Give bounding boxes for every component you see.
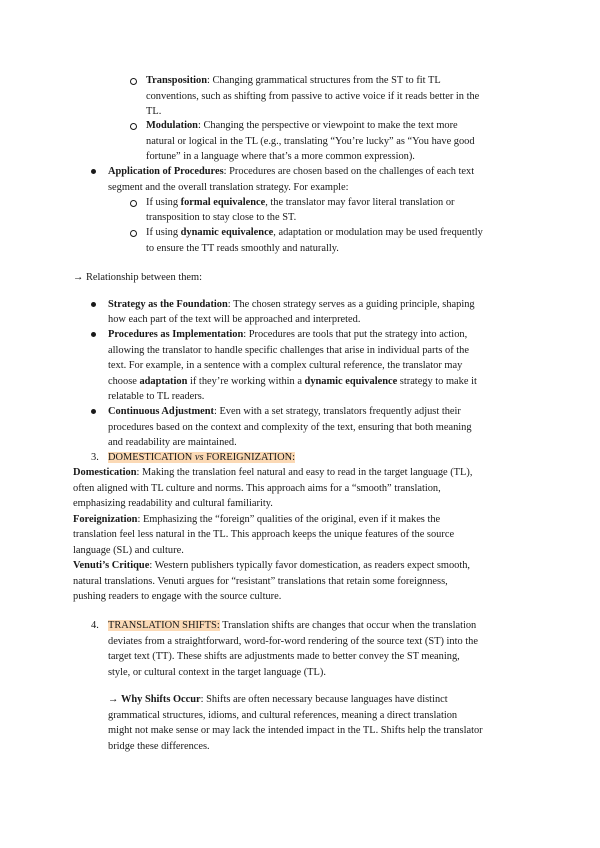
hollow-bullet-icon — [130, 78, 137, 85]
procedures-line-5: relatable to TL readers. — [108, 391, 205, 402]
modulation-line-3: fortune” in a language where that’s a more common expression). — [146, 151, 415, 162]
hollow-bullet-icon — [130, 200, 137, 207]
foreignization-line-1: Foreignization: Emphasizing the “foreign” qualities of the original, even if it makes the — [73, 514, 441, 525]
section-4-line-2: deviates from a straightforward, word-for-word rendering of the source text (ST) into the — [108, 636, 478, 647]
domestication-line-1: Domestication: Making the translation feel natural and easy to read in the target language (TL), — [73, 467, 473, 478]
transposition-line-3: TL. — [146, 106, 162, 117]
transposition-line-2: conventions, such as shifting from passive to active voice if it reads better in the — [146, 91, 480, 102]
relationship-heading: → Relationship between them: — [73, 272, 202, 283]
arrow-icon: → — [108, 694, 121, 705]
application-line-1: Application of Procedures: Procedures are chosen based on the challenges of each text — [108, 166, 475, 177]
why-shifts-line-1: → Why Shifts Occur: Shifts are often necessary because languages have distinct — [108, 694, 448, 705]
venuti-line-1: Venuti’s Critique: Western publishers typically favor domestication, as readers expect smooth, — [73, 560, 471, 571]
foreignization-line-3: language (SL) and culture. — [73, 545, 184, 556]
section-3-number: 3. — [91, 452, 99, 463]
section-4-title: TRANSLATION SHIFTS: — [108, 620, 220, 631]
application-term: Application of Procedures — [108, 166, 224, 177]
formal-equivalence-line-1: If using formal equivalence, the translator may favor literal translation or — [146, 197, 455, 208]
application-line-2: segment and the overall translation strategy. For example: — [108, 182, 349, 193]
solid-bullet-icon — [91, 332, 96, 337]
procedures-line-3: text. For example, in a sentence with a complex cultural reference, the translator may — [108, 360, 463, 371]
procedures-line-1: Procedures as Implementation: Procedures are tools that put the strategy into action, — [108, 329, 468, 340]
dynamic-equivalence-line-2: to ensure the TT reads smoothly and naturally. — [146, 243, 339, 254]
transposition-line-1: Transposition: Changing grammatical structures from the ST to fit TL — [146, 75, 441, 86]
hollow-bullet-icon — [130, 123, 137, 130]
strategy-term: Strategy as the Foundation — [108, 299, 228, 310]
domestication-line-3: emphasizing readability and cultural familiarity. — [73, 498, 273, 509]
why-shifts-line-3: might not make sense or may lack the intended impact in the TL. Shifts help the translator — [108, 725, 483, 736]
why-shifts-line-4: bridge these differences. — [108, 741, 210, 752]
why-shifts-line-2: grammatical structures, idioms, and cultural references, meaning a direct translation — [108, 710, 458, 721]
strategy-line-1: Strategy as the Foundation: The chosen strategy serves as a guiding principle, shaping — [108, 299, 475, 310]
foreignization-term: Foreignization — [73, 514, 138, 525]
venuti-line-2: natural translations. Venuti argues for “resistant” translations that retain some foreignness, — [73, 576, 448, 587]
domestication-line-2: often aligned with TL culture and norms. This approach aims for a “smooth” translation, — [73, 483, 441, 494]
section-4-line-3: target text (TT). These shifts are adjustments made to better convey the ST meaning, — [108, 651, 460, 662]
solid-bullet-icon — [91, 169, 96, 174]
modulation-line-1: Modulation: Changing the perspective or viewpoint to make the text more — [146, 120, 458, 131]
domestication-term: Domestication — [73, 467, 137, 478]
section-3-title: DOMESTICATION vs FOREIGNIZATION: — [108, 452, 296, 463]
hollow-bullet-icon — [130, 230, 137, 237]
section-4-line-4: style, or cultural context in the target language (TL). — [108, 667, 326, 678]
procedures-line-4: choose adaptation if they’re working within a dynamic equivalence strategy to make it — [108, 376, 477, 387]
venuti-term: Venuti’s Critique — [73, 560, 150, 571]
venuti-line-3: pushing readers to engage with the source culture. — [73, 591, 282, 602]
procedures-term: Procedures as Implementation — [108, 329, 244, 340]
modulation-line-2: natural or logical in the TL (e.g., translating “You’re lucky” as “You have good — [146, 136, 475, 147]
transposition-term: Transposition — [146, 75, 208, 86]
formal-equivalence-term: formal equivalence — [180, 197, 266, 208]
continuous-line-1: Continuous Adjustment: Even with a set strategy, translators frequently adjust their — [108, 406, 461, 417]
section-4-number: 4. — [91, 620, 99, 631]
dynamic-equivalence-term: dynamic equivalence — [180, 227, 274, 238]
procedures-line-2: allowing the translator to handle specific challenges that arise in individual parts of the — [108, 345, 469, 356]
why-shifts-term: Why Shifts Occur — [121, 694, 201, 705]
strategy-line-2: how each part of the text will be approached and interpreted. — [108, 314, 361, 325]
formal-equivalence-line-2: transposition to stay close to the ST. — [146, 212, 297, 223]
foreignization-line-2: translation feel less natural in the TL. This approach keeps the unique features of the source — [73, 529, 455, 540]
continuous-term: Continuous Adjustment — [108, 406, 214, 417]
solid-bullet-icon — [91, 409, 96, 414]
solid-bullet-icon — [91, 302, 96, 307]
section-4-line-1: TRANSLATION SHIFTS: Translation shifts are changes that occur when the translation — [108, 620, 477, 631]
continuous-line-2: procedures based on the context and complexity of the text, ensuring that both meaning — [108, 422, 472, 433]
dynamic-equivalence-line-1: If using dynamic equivalence, adaptation or modulation may be used frequently — [146, 227, 483, 238]
modulation-term: Modulation — [146, 120, 198, 131]
continuous-line-3: and readability are maintained. — [108, 437, 237, 448]
